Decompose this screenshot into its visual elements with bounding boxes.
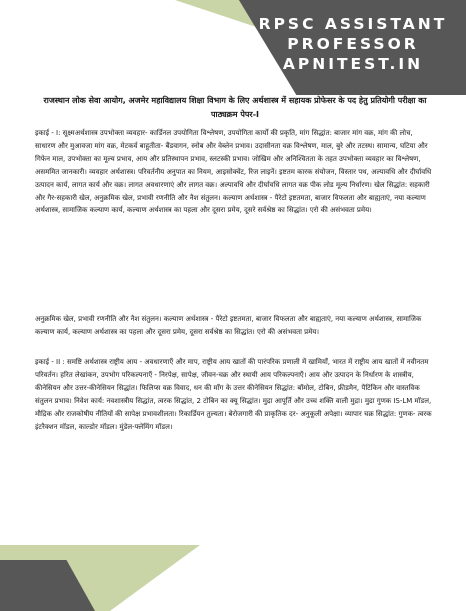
paragraph-unit-2: इकाई - II : समष्टि अर्थशास्त्र राष्ट्रीय आय - अवधारणाएँ और माप, राष्ट्रीय आय खातों की पारंपरिक प्रणाली में खामियाँ, भारत में राष्ट्रीय आय खातों में नवीनतम परिवर्तन। हरित लेखांकन, उपभोग परिकल्पनाएँ - निरपेक्ष, सापेक्ष, जीवन-चक्र और स्थायी आय परिकल्पनाएँ। आय और उत्पादन के निर्धारण के शास्त्रीय, कीनेसियन और उत्तर-कीनेसियन सिद्धांत। फिलिप्स वक्र विवाद, धन की माँग के उत्तर कीनेसियन सिद्धांत: बॉमोल, टोबिन, फ्रीडमैन, पैटिंकिन और वास्तविक संतुलन प्रभाव। निवेश कार्य: नवशास्त्रीय सिद्धांत, त्वरक सिद्धांत, 2 टोबिन का क्यू सिद्धांत। मुद्रा आपूर्ति और उच्च शक्ति वाली मुद्रा। मुद्रा गुणक IS-LM मॉडल, मौद्रिक और राजकोषीय नीतियों की सापेक्ष प्रभावशीलता। रिकार्डियन तुल्यता। बेरोजगारी की प्राकृतिक दर- अनुकूली अपेक्षा। व्यापार चक्र सिद्धांत: गुणक- त्वरक इंटरैक्शन मॉडल, काल्डोर मॉडल। मुंडेल-फ्लेमिंग मॉडल। bbox=[35, 358, 432, 431]
brand-line-2: PROFESSOR bbox=[287, 35, 419, 53]
brand-line-1: RPSC ASSISTANT bbox=[258, 15, 448, 33]
document-title: राजस्थान लोक सेवा आयोग, अजमेर महाविद्यालय शिक्षा विभाग के लिए अर्थशास्त्र में सहायक प्रोफेसर के पद हेतु प्रतियोगी परीक्षा का पाठ्यक्रम पेपर-I bbox=[43, 96, 427, 119]
paragraph-repeat: अनुक्रमिक खेल, प्रभावी रणनीति और नैश संतुलन। कल्याण अर्थशास्त्र - पैरेटो इष्टतमता, बाजार विफलता और बाह्यताएं, नया कल्याण अर्थशास्त्र, सामाजिक कल्याण कार्य, कल्याण अर्थशास्त्र का पहला और दूसरा प्रमेय, दूसरा सर्वश्रेष्ठ का सिद्धांत। एरो की असंभवता प्रमेय। bbox=[35, 315, 422, 336]
paragraph-unit-1: इकाई - I: सूक्ष्मअर्थशास्त्र उपभोक्ता व्यवहार- कार्डिनल उपयोगिता विश्लेषण, उपयोगिता कार्यों की प्रकृति, मांग सिद्धांत: बाजार मांग वक्र, मांग की लोच, साधारण और मुआवजा मांग वक्र, मेटकर्व बाहुतीता- बैंडवागन, स्नोब और वेब्लेन प्रभाव। उदासीनता वक्र विश्लेषण, माल, बुरे और तटस्थ। सामान्य, घटिया और गिफेन माल, उपभोक्ता का मूल्य प्रभाव, आय और प्रतिस्थापन प्रभाव, स्लटस्की प्रभाव। जोखिम और अनिश्चितता के तहत उपभोक्ता व्यवहार का विश्लेषण, असममित जानकारी। व्यवहार अर्थशास्त्र। परिवर्तनीय अनुपात का नियम, आइसोक्वेंट, रिज लाइनें। इष्टतम कारक संयोजन, विस्तार पथ, अल्पावधि और दीर्घावधि उत्पादन कार्य, लागत कार्य और वक्र। लागत अवधारणाएं और लागत वक्र। अल्पावधि और दीर्घावधि लागत वक्र पीक लोड मूल्य निर्धारण। खेल सिद्धांत: सहकारी और गैर-सहकारी खेल, अनुक्रमिक खेल, प्रभावी रणनीति और नैश संतुलन। कल्याण अर्थशास्त्र - पैरेटो इष्टतमता, बाजार विफलता और बाह्यताएं, नया कल्याण अर्थशास्त्र, सामाजिक कल्याण कार्य, कल्याण अर्थशास्त्र का पहला और दूसरा प्रमेय, दूसरे सर्वश्रेष्ठ का सिद्धांत। एरो की असंभवता प्रमेय। bbox=[35, 129, 432, 215]
brand-title bbox=[245, 14, 461, 74]
brand-line-3: APNITEST.IN bbox=[282, 55, 424, 73]
